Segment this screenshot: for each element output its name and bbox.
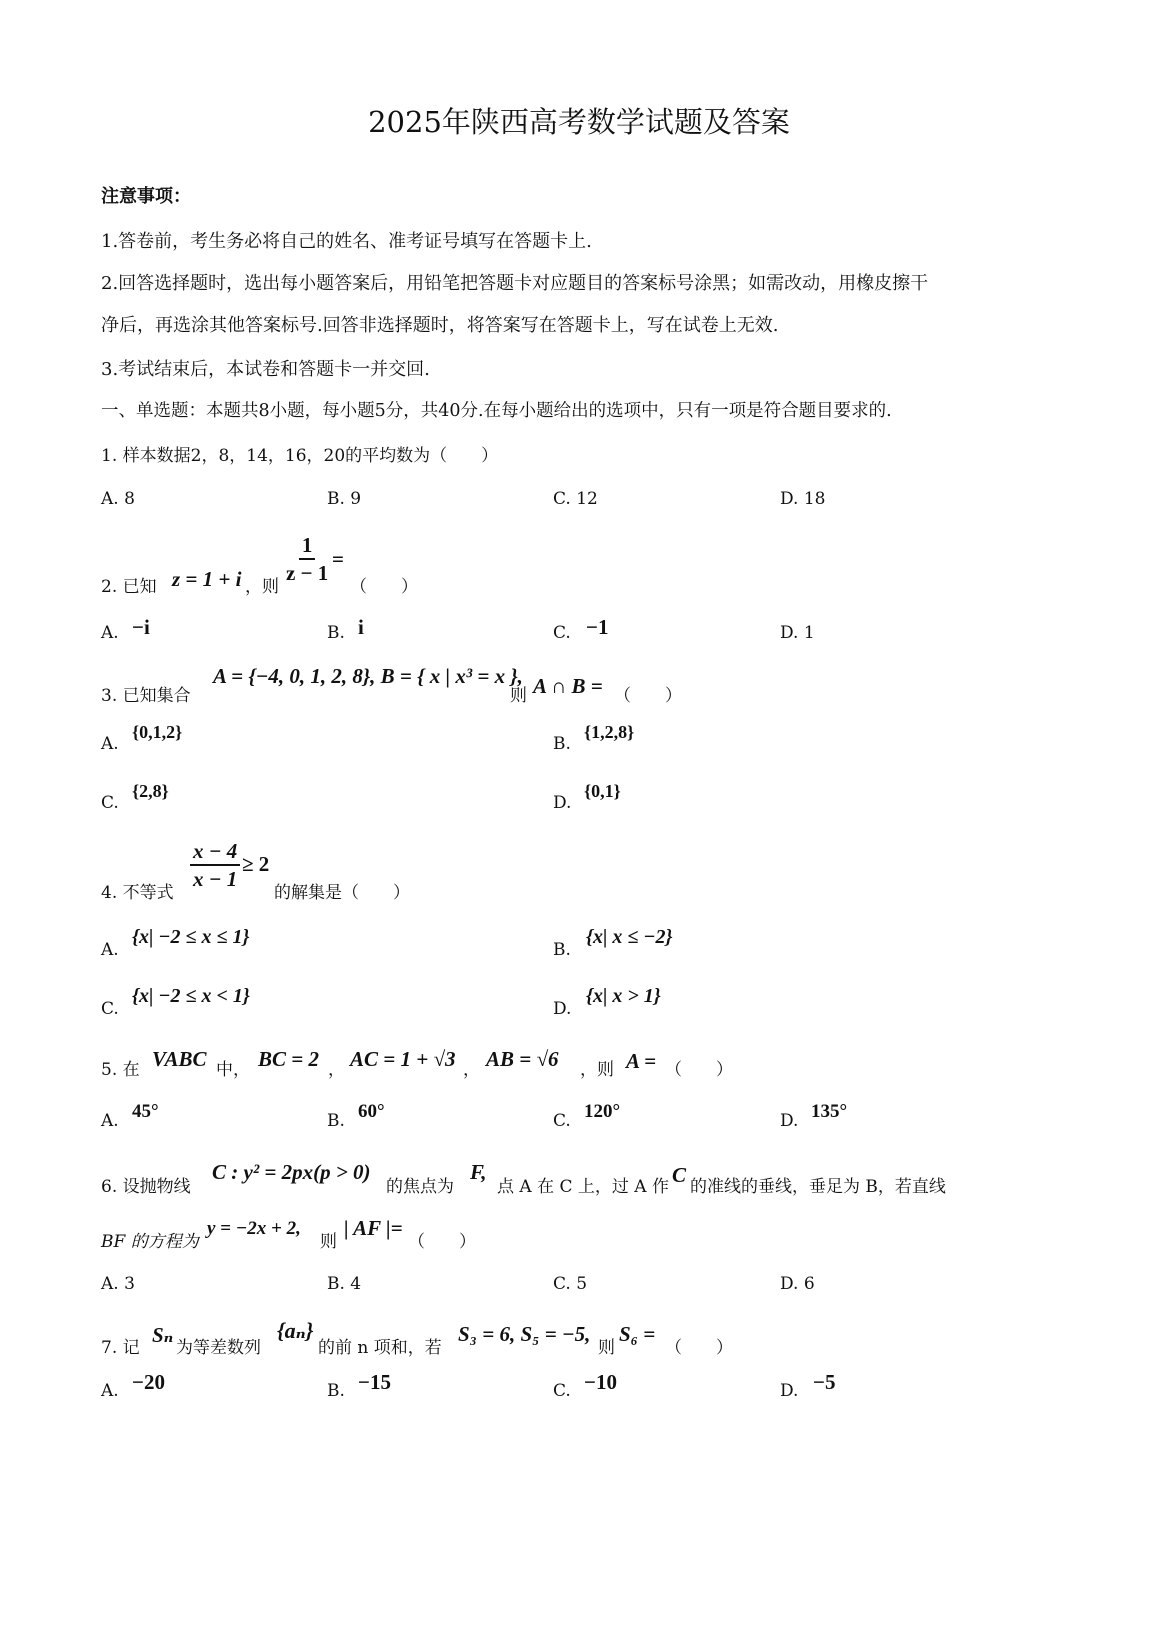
q5-option-a-value: 45° (132, 1101, 159, 1122)
q6-expression-2: F, (470, 1160, 487, 1184)
q7-option-c-value: −10 (584, 1370, 617, 1394)
q4-text: 的解集是（ ） (274, 883, 410, 903)
q5-text-2: ， (328, 1060, 345, 1080)
q5-option-d-label: D. (780, 1111, 799, 1131)
q6-option-c: C. 5 (553, 1274, 588, 1294)
q5-expression-4: A = (626, 1049, 657, 1073)
q2-option-a-label: A. (101, 623, 119, 643)
q7-option-b-label: B. (327, 1381, 345, 1401)
q7-option-d-value: −5 (813, 1370, 836, 1394)
q2-option-c-value: −1 (586, 615, 609, 639)
q3-expression: A = {−4, 0, 1, 2, 8}, B = { x | x³ = x }, (213, 664, 523, 688)
q3-option-b-label: B. (553, 734, 571, 754)
q7-option-a-label: A. (101, 1381, 119, 1401)
q5-option-d-value: 135° (811, 1101, 848, 1122)
question-6-label: 6. 设抛物线 (101, 1177, 191, 1197)
q4-option-c-label: C. (101, 999, 119, 1019)
q7-option-c-label: C. (553, 1381, 571, 1401)
q1-option-b: B. 9 (327, 489, 362, 509)
q7-paren: （ ） (665, 1338, 733, 1358)
question-3-label: 3. 已知集合 (101, 686, 191, 706)
q4-option-b-value: {x| x ≤ −2} (586, 926, 673, 948)
q5-expression-3: AB = √6 (486, 1047, 559, 1071)
q6-text-2: 点 A 在 C 上，过 A 作 (497, 1177, 669, 1197)
q1-option-c: C. 12 (553, 489, 598, 509)
q5-option-c-label: C. (553, 1111, 571, 1131)
question-5-label: 5. 在 (101, 1060, 140, 1080)
q5-option-a-label: A. (101, 1111, 119, 1131)
q3-paren: （ ） (614, 686, 682, 706)
q4-fraction (190, 838, 240, 892)
q3-option-d-label: D. (553, 793, 572, 813)
q7-expression-2: {aₙ} (277, 1318, 314, 1343)
q7-text-3: 则 (598, 1338, 615, 1358)
q2-equals: = (332, 547, 344, 571)
q7-text-2: 的前 n 项和，若 (318, 1338, 442, 1358)
q4-option-a-label: A. (101, 940, 119, 960)
q7-expression-1: Sₙ (152, 1323, 174, 1347)
q7-text-1: 为等差数列 (176, 1338, 261, 1358)
q3-option-c-label: C. (101, 793, 119, 813)
q3-expression-2: A ∩ B = (533, 674, 603, 698)
q2-text: ，则 (245, 577, 279, 597)
q5-paren: （ ） (665, 1060, 733, 1080)
q6-option-a: A. 3 (101, 1274, 135, 1294)
q6-text-4: 则 (320, 1232, 337, 1252)
q5-option-c-value: 120° (584, 1101, 621, 1122)
q6-paren: （ ） (408, 1232, 476, 1252)
notice-heading: 注意事项： (101, 186, 191, 207)
q3-option-c-value: {2,8} (132, 781, 169, 801)
q5-expression-1: BC = 2 (258, 1047, 319, 1071)
q2-fraction (283, 532, 331, 586)
q3-option-d-value: {0,1} (584, 781, 621, 801)
notice-item-2a: 2.回答选择题时，选出每小题答案后，用铅笔把答题卡对应题目的答案标号涂黑；如需改动，用橡皮擦干 (101, 273, 929, 294)
q6-expression-1: C : y² = 2px(p > 0) (212, 1160, 371, 1184)
q4-option-d-label: D. (553, 999, 572, 1019)
q5-text-1: 中， (216, 1060, 250, 1080)
question-2-label: 2. 已知 (101, 577, 157, 597)
q6-option-d: D. 6 (780, 1274, 815, 1294)
q5-triangle: VABC (152, 1047, 207, 1071)
q4-option-d-value: {x| x > 1} (586, 985, 661, 1007)
question-4-label: 4. 不等式 (101, 883, 174, 903)
q6-option-b: B. 4 (327, 1274, 362, 1294)
q1-option-a: A. 8 (101, 489, 135, 509)
q5-text-3: ， (463, 1060, 480, 1080)
question-1-stem: 1. 样本数据2，8，14，16，20的平均数为（ ） (101, 446, 499, 466)
q7-expression-4: S₆ = (619, 1322, 656, 1346)
q2-option-d: D. 1 (780, 623, 815, 643)
q3-option-a-value: {0,1,2} (132, 722, 183, 742)
notice-item-3: 3.考试结束后，本试卷和答题卡一并交回. (101, 359, 430, 380)
q2-expression: z = 1 + i (172, 567, 242, 591)
q2-option-b-value: i (358, 615, 364, 639)
notice-item-2b: 净后，再选涂其他答案标号.回答非选择题时，将答案写在答题卡上，写在试卷上无效. (101, 315, 779, 336)
q4-option-b-label: B. (553, 940, 571, 960)
q7-option-b-value: −15 (358, 1370, 391, 1394)
q2-option-b-label: B. (327, 623, 345, 643)
q5-option-b-value: 60° (358, 1101, 385, 1122)
q2-option-a-value: −i (132, 615, 150, 639)
q3-option-b-value: {1,2,8} (584, 722, 635, 742)
q5-option-b-label: B. (327, 1111, 345, 1131)
q2-option-c-label: C. (553, 623, 571, 643)
q2-fraction-denominator: z − 1 (286, 561, 329, 585)
page-title: 2025年陕西高考数学试题及答案 (368, 105, 790, 139)
q4-option-a-value: {x| −2 ≤ x ≤ 1} (132, 926, 250, 948)
q2-fraction-numerator: 1 (299, 532, 316, 560)
q3-text: 则 (510, 686, 527, 706)
q2-paren: （ ） (350, 577, 418, 597)
section-heading: 一、单选题：本题共8小题，每小题5分，共40分.在每小题给出的选项中，只有一项是符合题目要求的. (101, 401, 892, 421)
q7-option-a-value: −20 (132, 1370, 165, 1394)
q6-text-1: 的焦点为 (386, 1177, 454, 1197)
q3-option-a-label: A. (101, 734, 119, 754)
q4-fraction-denominator: x − 1 (193, 867, 238, 891)
question-7-label: 7. 记 (101, 1338, 140, 1358)
q4-inequality: ≥ 2 (242, 852, 270, 876)
q4-fraction-numerator: x − 4 (190, 838, 240, 866)
q7-expression-3: S₃ = 6, S₅ = −5, (458, 1322, 591, 1346)
q5-expression-2: AC = 1 + √3 (350, 1047, 456, 1071)
q6-text-3: 的准线的垂线，垂足为 B，若直线 (690, 1177, 946, 1197)
q1-option-d: D. 18 (780, 489, 826, 509)
q6-expression-5: | AF |= (344, 1216, 403, 1240)
q6-expression-4: y = −2x + 2, (207, 1218, 301, 1239)
q6-expression-3: C (672, 1163, 687, 1187)
q6-line2-text: BF 的方程为 (101, 1232, 199, 1252)
q4-option-c-value: {x| −2 ≤ x < 1} (132, 985, 250, 1007)
q7-option-d-label: D. (780, 1381, 799, 1401)
q5-text-4: ，则 (580, 1060, 614, 1080)
notice-item-1: 1.答卷前，考生务必将自己的姓名、准考证号填写在答题卡上. (101, 231, 592, 252)
